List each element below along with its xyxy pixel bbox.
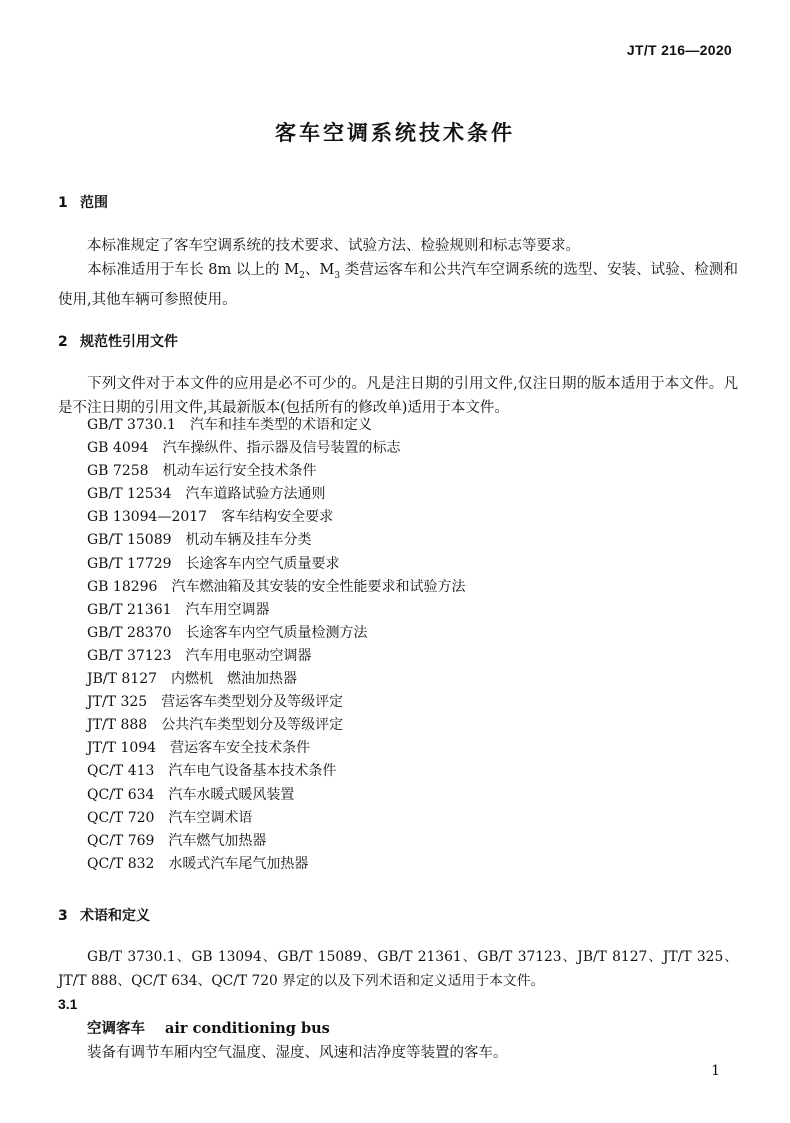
section-title: 范围 — [80, 195, 108, 211]
page-number: 1 — [711, 1063, 720, 1079]
reference-item — [87, 437, 465, 460]
reference-title: 汽车道路试验方法通则 — [185, 486, 326, 503]
reference-code: QC/T 634 — [87, 786, 155, 803]
term-english: air conditioning bus — [165, 1020, 330, 1037]
reference-item — [87, 529, 465, 552]
reference-code: JT/T 325 — [87, 694, 148, 711]
reference-code: QC/T 832 — [87, 855, 155, 872]
reference-item — [87, 460, 465, 483]
reference-title: 汽车用电驱动空调器 — [185, 647, 312, 664]
reference-item — [87, 784, 465, 807]
term-definition: 装备有调节车厢内空气温度、湿度、风速和洁净度等装置的客车。 — [87, 1045, 508, 1061]
reference-code: GB 13094—2017 — [87, 509, 208, 526]
reference-item — [87, 599, 465, 622]
reference-code: JT/T 1094 — [87, 740, 157, 757]
reference-item — [87, 506, 465, 529]
reference-item — [87, 807, 465, 830]
reference-code: GB/T 3730.1 — [87, 417, 176, 433]
reference-title: 汽车水暖式暖风装置 — [168, 786, 295, 803]
reference-code: GB/T 15089 — [87, 532, 172, 549]
reference-title: 汽车空调术语 — [168, 809, 253, 826]
section-number: 3 — [58, 908, 68, 924]
section-1-paragraph-1 — [58, 234, 738, 258]
standard-number: JT/T 216—2020 — [626, 42, 732, 58]
reference-title: 机动车运行安全技术条件 — [162, 463, 317, 480]
reference-code: GB/T 17729 — [87, 555, 172, 572]
reference-item — [87, 760, 465, 783]
reference-code: GB/T 21361 — [87, 601, 172, 618]
reference-title: 汽车操纵件、指示器及信号装置的标志 — [162, 440, 401, 457]
section-3-intro — [58, 945, 738, 993]
reference-item — [87, 714, 465, 737]
reference-title: 长途客车内空气质量检测方法 — [185, 624, 368, 641]
paragraph-text: 本标准规定了客车空调系统的技术要求、试验方法、检验规则和标志等要求。 — [87, 238, 580, 254]
reference-item — [87, 645, 465, 668]
paragraph-text: GB/T 3730.1、GB 13094、GB/T 15089、GB/T 21361、GB/T 37123、JB/T 8127、JT/T 325、JT/T 888、QC/T 634、QC/T 720 界定的以及下列术语和定义适用于本文件。 — [58, 949, 738, 989]
term-entry — [87, 1017, 330, 1041]
reference-item — [87, 668, 465, 691]
reference-item — [87, 414, 465, 437]
reference-title: 汽车燃气加热器 — [168, 832, 267, 849]
section-2-intro — [58, 372, 738, 420]
section-3-heading — [58, 905, 150, 925]
subscript: 2 — [299, 270, 305, 281]
document-title: 客车空调系统技术条件 — [275, 121, 515, 145]
section-title: 术语和定义 — [80, 908, 150, 924]
reference-title: 公共汽车类型划分及等级评定 — [161, 717, 344, 734]
reference-item — [87, 853, 465, 876]
reference-title: 内燃机 燃油加热器 — [171, 671, 298, 688]
reference-item — [87, 483, 465, 506]
reference-title: 汽车电气设备基本技术条件 — [168, 763, 337, 780]
reference-title: 客车结构安全要求 — [221, 509, 334, 526]
paragraph-text: 、M — [304, 262, 335, 278]
reference-title: 水暖式汽车尾气加热器 — [168, 855, 309, 872]
reference-title: 营运客车安全技术条件 — [170, 740, 311, 757]
term-chinese: 空调客车 — [87, 1021, 145, 1037]
section-2-heading — [58, 331, 178, 351]
reference-code: QC/T 413 — [87, 763, 155, 780]
reference-code: JB/T 8127 — [87, 671, 158, 688]
reference-title: 营运客车类型划分及等级评定 — [161, 694, 344, 711]
section-1-heading — [58, 192, 108, 212]
section-number: 2 — [58, 334, 68, 350]
paragraph-text: 类营运客车和公共汽车空调系统的选型、安装、试验、检测和使用,其他车辆可参照使用。 — [58, 262, 738, 308]
reference-code: GB/T 12534 — [87, 486, 172, 503]
reference-code: GB 4094 — [87, 440, 149, 457]
paragraph-text: 下列文件对于本文件的应用是必不可少的。凡是注日期的引用文件,仅注日期的版本适用于本文件。凡是不注日期的引用文件,其最新版本(包括所有的修改单)适用于本文件。 — [58, 376, 738, 416]
normative-reference-list — [87, 414, 465, 876]
subclause-number: 3.1 — [58, 996, 78, 1012]
subscript: 3 — [334, 270, 341, 281]
reference-item — [87, 576, 465, 599]
reference-code: QC/T 769 — [87, 832, 155, 849]
reference-title: 汽车用空调器 — [185, 601, 270, 618]
reference-code: JT/T 888 — [87, 717, 148, 734]
section-title: 规范性引用文件 — [80, 334, 178, 350]
reference-item — [87, 830, 465, 853]
reference-item — [87, 737, 465, 760]
paragraph-text: 本标准适用于车长 8m 以上的 M — [87, 262, 300, 278]
section-number: 1 — [58, 195, 68, 211]
reference-item — [87, 553, 465, 576]
reference-title: 汽车燃油箱及其安装的安全性能要求和试验方法 — [171, 578, 466, 595]
reference-item — [87, 622, 465, 645]
reference-title: 汽车和挂车类型的术语和定义 — [189, 417, 372, 433]
reference-code: QC/T 720 — [87, 809, 155, 826]
reference-code: GB/T 37123 — [87, 647, 172, 664]
reference-title: 机动车辆及挂车分类 — [185, 532, 312, 549]
section-1-paragraph-2 — [58, 258, 738, 312]
reference-code: GB 7258 — [87, 463, 149, 480]
reference-code: GB 18296 — [87, 578, 158, 595]
reference-code: GB/T 28370 — [87, 624, 172, 641]
reference-title: 长途客车内空气质量要求 — [185, 555, 340, 572]
reference-item — [87, 691, 465, 714]
